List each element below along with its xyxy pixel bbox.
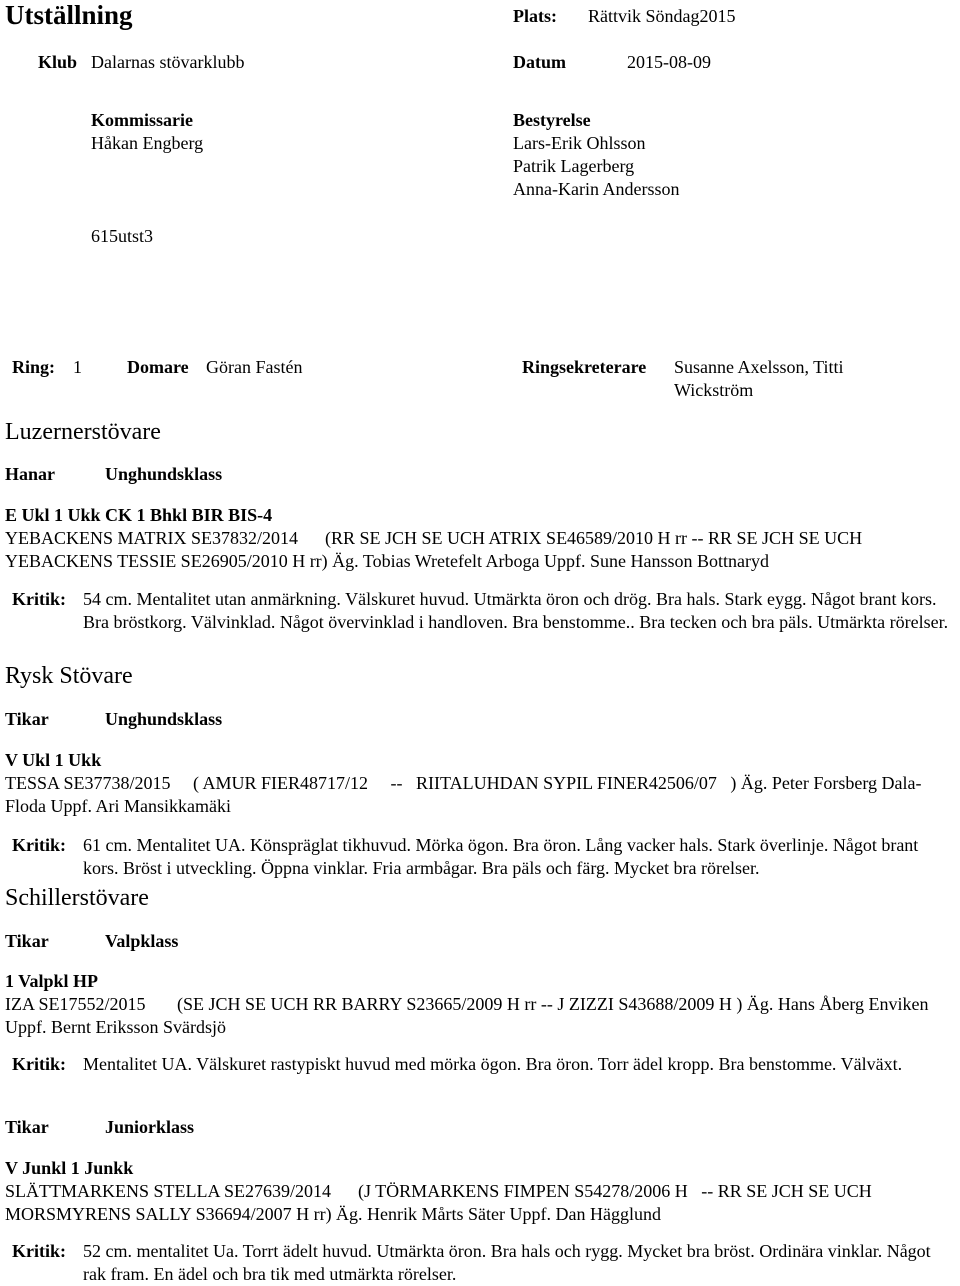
datum-label: Datum xyxy=(513,52,566,72)
kritik-text: Mentalitet UA. Välskuret rastypiskt huvud med mörka ögon. Bra öron. Torr ädel kropp. Bra benstomme. Välväxt. xyxy=(83,1054,903,1074)
ring-value: 1 xyxy=(73,357,82,377)
ringsekreterare-label: Ringsekreterare xyxy=(522,357,647,377)
kritik-label: Kritik: xyxy=(12,1241,66,1261)
dog-entry: TESSA SE37738/2015 ( AMUR FIER48717/12 -- RIITALUHDAN SYPIL FINER42506/07 ) Äg. Peter Forsberg Dala-Floda Uppf. Ari Mansikkamäki xyxy=(5,773,922,816)
result-line: E Ukl 1 Ukk CK 1 Bhkl BIR BIS-4 xyxy=(5,505,273,525)
breed-heading: Rysk Stövare xyxy=(5,663,133,689)
sex-label: Tikar xyxy=(5,1117,49,1137)
result-line: V Ukl 1 Ukk xyxy=(5,750,102,770)
class-label: Juniorklass xyxy=(105,1117,195,1137)
kritik-label: Kritik: xyxy=(12,835,66,855)
kritik-text: 61 cm. Mentalitet UA. Könspräglat tikhuvud. Mörka ögon. Bra öron. Lång vacker hals. Stark överlinje. Något brant kors. Bröst i utveckling. Öppna vinklar. Fria armbågar. Bra päls och färg. Mycket bra rörelser. xyxy=(83,835,919,878)
ring-label: Ring: xyxy=(12,357,56,377)
kommissarie-label: Kommissarie xyxy=(91,110,193,130)
kritik-label: Kritik: xyxy=(12,1054,66,1074)
plats-label: Plats: xyxy=(513,6,557,26)
sex-label: Hanar xyxy=(5,464,56,484)
result-line: 1 Valpkl HP xyxy=(5,971,99,991)
klub-label: Klub xyxy=(38,52,78,72)
plats-value: Rättvik Söndag2015 xyxy=(588,6,736,26)
class-label: Unghundsklass xyxy=(105,464,223,484)
breed-heading: Luzernerstövare xyxy=(5,419,161,445)
class-label: Valpklass xyxy=(105,931,179,951)
dog-entry: SLÄTTMARKENS STELLA SE27639/2014 (J TÖRMARKENS FIMPEN S54278/2006 H -- RR SE JCH SE UCH MORSMYRENS SALLY S36694/2007 H rr) Äg. Henrik Mårts Säter Uppf. Dan Hägglund xyxy=(5,1181,877,1224)
breed-heading: Schillerstövare xyxy=(5,885,149,911)
kritik-text: 52 cm. mentalitet Ua. Torrt ädelt huvud. Utmärkta öron. Bra hals och rygg. Mycket bra bröst. Ordinära vinklar. Något rak fram. En ädel och bra tik med utmärkta rörelser. xyxy=(83,1241,931,1284)
dog-entry: YEBACKENS MATRIX SE37832/2014 (RR SE JCH SE UCH ATRIX SE46589/2010 H rr -- RR SE JCH SE UCH YEBACKENS TESSIE SE26905/2010 H rr) Äg. Tobias Wretefelt Arboga Uppf. Sune Hansson Bottnaryd xyxy=(5,528,866,571)
ringsekreterare-value-cont: Wickström xyxy=(674,380,754,400)
sex-label: Tikar xyxy=(5,709,49,729)
bestyrelse-member: Patrik Lagerberg xyxy=(513,156,635,176)
dog-entry: IZA SE17552/2015 (SE JCH SE UCH RR BARRY S23665/2009 H rr -- J ZIZZI S43688/2009 H ) Äg. Hans Åberg Enviken Uppf. Bernt Eriksson Svärdsjö xyxy=(5,994,933,1037)
kommissarie-name: Håkan Engberg xyxy=(91,133,204,153)
ringsekreterare-value: Susanne Axelsson, Titti xyxy=(674,357,844,377)
bestyrelse-member: Lars-Erik Ohlsson xyxy=(513,133,646,153)
show-code: 615utst3 xyxy=(91,226,154,246)
klub-value: Dalarnas stövarklubb xyxy=(91,52,245,72)
page-title: Utställning xyxy=(5,0,133,30)
sex-label: Tikar xyxy=(5,931,49,951)
bestyrelse-label: Bestyrelse xyxy=(513,110,591,130)
kritik-label: Kritik: xyxy=(12,589,66,609)
kritik-text: 54 cm. Mentalitet utan anmärkning. Välskuret huvud. Utmärkta öron och drög. Bra hals. Stark eygg. Något brant kors. Bra bröstkorg. Välvinklad. Något övervinklad i handloven. Bra benstomme.. Bra tecken och bra päls. Utmärkta rörelser. xyxy=(83,589,949,632)
class-label: Unghundsklass xyxy=(105,709,223,729)
domare-value: Göran Fastén xyxy=(206,357,303,377)
datum-value: 2015-08-09 xyxy=(627,52,711,72)
domare-label: Domare xyxy=(127,357,189,377)
bestyrelse-member: Anna-Karin Andersson xyxy=(513,179,680,199)
result-line: V Junkl 1 Junkk xyxy=(5,1158,134,1178)
